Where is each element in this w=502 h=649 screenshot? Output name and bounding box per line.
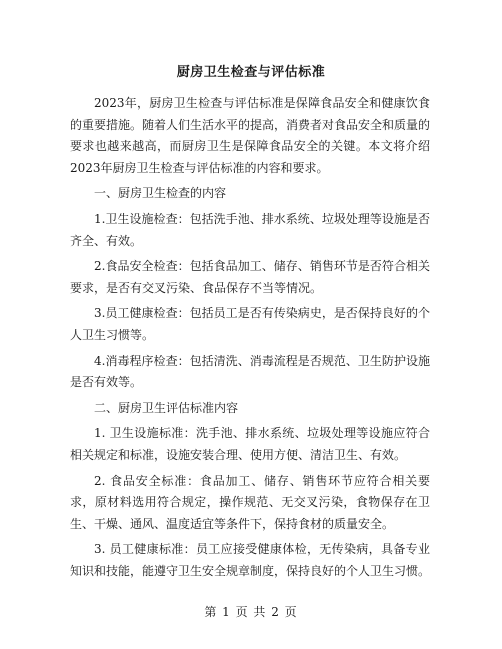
list-item: 1.卫生设施检查：包括洗手池、排水系统、垃圾处理等设施是否齐全、有效。	[70, 211, 430, 248]
list-item: 3. 员工健康标准：员工应接受健康体检，无传染病，具备专业知识和技能，能遵守卫生安全规章制度，保持良好的个人卫生习惯。	[70, 542, 431, 578]
list-item: 1. 卫生设施标准：洗手池、排水系统、垃圾处理等设施应符合相关规定和标准，设施安装合理、使用方便、清洁卫生、有效。	[70, 426, 430, 462]
document-body	[70, 93, 430, 586]
list-item: 4.消毒程序检查：包括清洗、消毒流程是否规范、卫生防护设施是否有效等。	[70, 353, 430, 390]
section-heading-standards: 二、厨房卫生评估标准内容	[94, 400, 239, 415]
paragraph-intro: 2023年，厨房卫生检查与评估标准是保障食品安全和健康饮食的重要措施。随着人们生活水平的提高，消费者对食品安全和质量的要求也越来越高，而厨房卫生是保障食品安全的关键。本文将介绍2023年厨房卫生检查与评估标准的内容和要求。	[70, 96, 431, 175]
section-heading-inspection: 一、厨房卫生检查的内容	[94, 186, 227, 201]
list-item: 2. 食品安全标准：食品加工、储存、销售环节应符合相关要求，原材料选用符合规定，操作规范、无交叉污染，食物保存在卫生、干燥、通风、温度适宜等条件下，保持食材的质量安全。	[70, 473, 430, 531]
list-item: 2.食品安全检查：包括食品加工、储存、销售环节是否符合相关要求，是否有交叉污染、食品保存不当等情况。	[70, 259, 430, 295]
list-item: 3.员工健康检查：包括员工是否有传染病史，是否保持良好的个人卫生习惯等。	[70, 306, 430, 342]
page-number-footer: 第 1 页 共 2 页	[204, 605, 298, 619]
document-title: 厨房卫生检查与评估标准	[176, 65, 326, 80]
